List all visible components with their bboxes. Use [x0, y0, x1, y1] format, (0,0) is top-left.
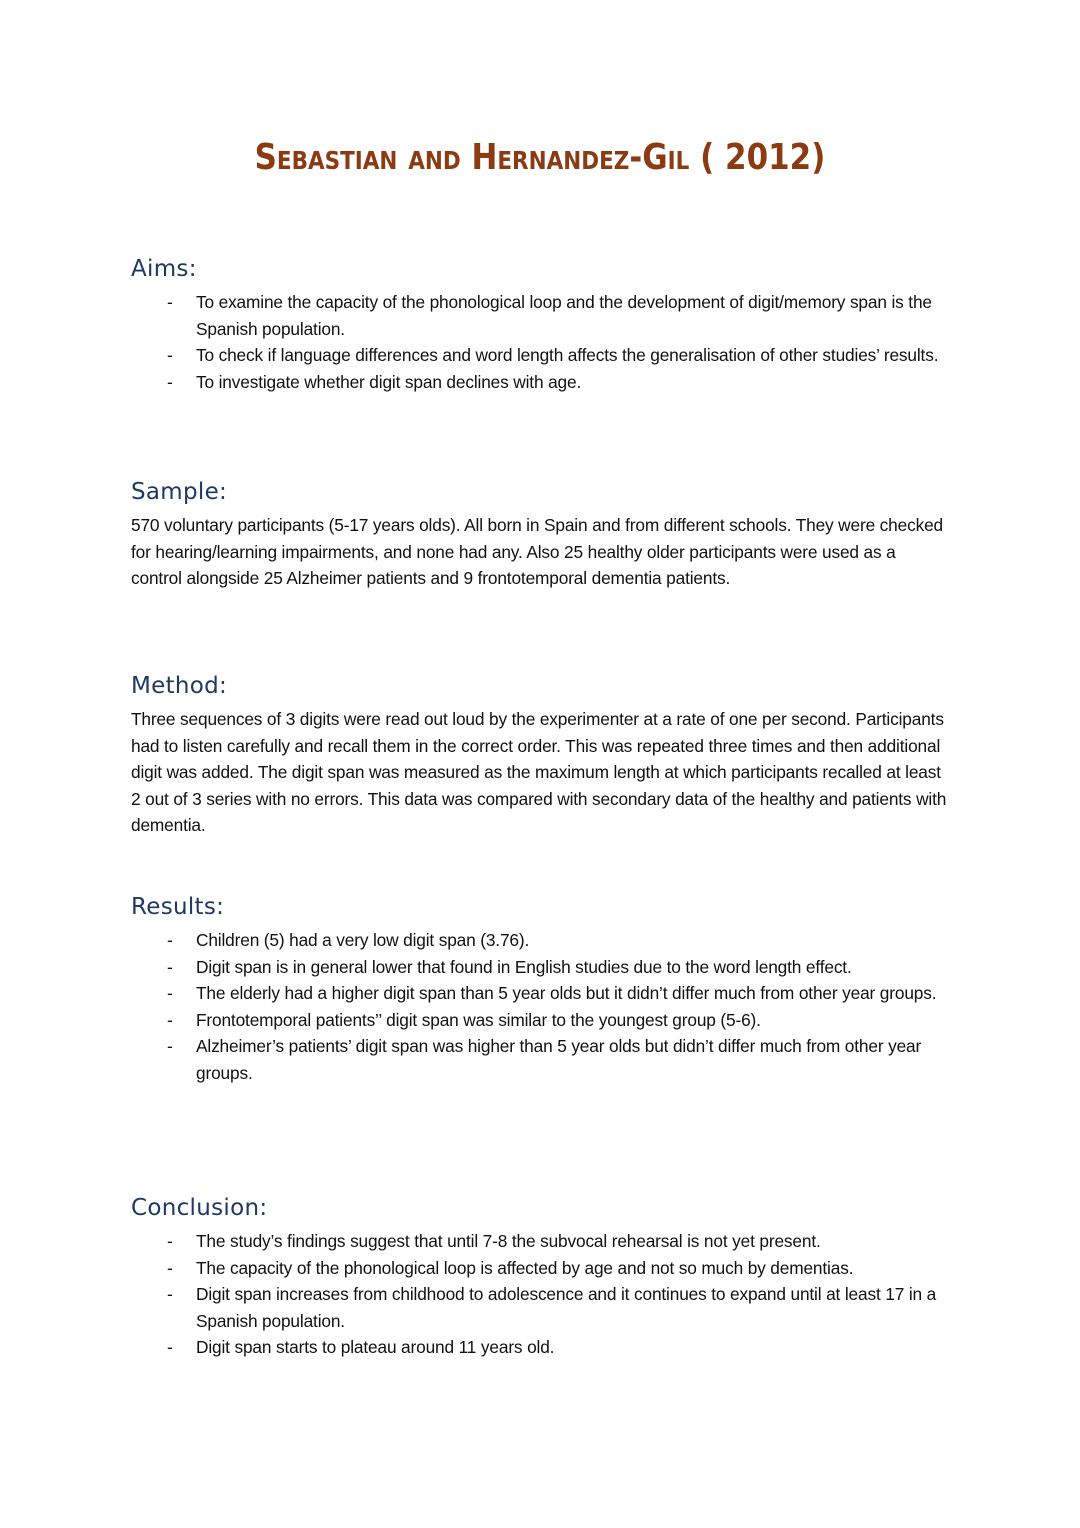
results-item [131, 954, 951, 981]
aims-item [131, 289, 951, 342]
sample-text: 570 voluntary participants (5-17 years olds). All born in Spain and from different schools. They were checked for hearing/learning impairments, and none had any. Also 25 healthy older participants were used as a control alongside 25 Alzheimer patients and 9 frontotemporal dementia patients. [131, 515, 943, 589]
dash-bullet-icon: - [167, 292, 173, 312]
aims-heading: Aims: [131, 256, 197, 282]
results-item [131, 927, 951, 954]
conclusion-item [131, 1334, 951, 1361]
dash-bullet-icon: - [167, 1284, 173, 1305]
method-section [131, 672, 951, 839]
results-section [131, 893, 951, 1087]
dash-bullet-icon: - [167, 983, 173, 1004]
conclusion-item [131, 1255, 951, 1282]
results-item-text: Alzheimer’s patients’ digit span was higher than 5 year olds but didn’t differ much from other year groups. [196, 1036, 922, 1083]
conclusion-item-text: Digit span starts to plateau around 11 years old. [196, 1337, 555, 1358]
conclusion-item-text: The capacity of the phonological loop is affected by age and not so much by dementias. [196, 1257, 854, 1278]
aims-item [131, 369, 951, 396]
results-item-text: Frontotemporal patients’’ digit span was similar to the youngest group (5-6). [196, 1009, 761, 1030]
method-text: Three sequences of 3 digits were read out loud by the experimenter at a rate of one per second. Participants had to listen carefully and recall them in the correct order. This was repeated three times and then additional digit was added. The digit span was measured as the maximum length at which participants recalled at least 2 out of 3 series with no errors. This data was compared with secondary data of the healthy and patients with dementia. [131, 709, 947, 836]
dash-bullet-icon: - [167, 1231, 173, 1251]
results-item-text: Children (5) had a very low digit span (3.76). [196, 930, 530, 950]
dash-bullet-icon: - [167, 345, 173, 366]
aims-section [131, 255, 951, 395]
conclusion-heading: Conclusion: [131, 1195, 268, 1221]
aims-item-text: To check if language differences and word length affects the generalisation of other studies’ results. [196, 345, 939, 366]
dash-bullet-icon: - [167, 1009, 173, 1030]
conclusion-item-text: Digit span increases from childhood to adolescence and it continues to expand until at least 17 in a Spanish population. [196, 1284, 937, 1331]
results-item-text: Digit span is in general lower that found in English studies due to the word length effect. [196, 956, 852, 977]
results-item [131, 1033, 951, 1086]
results-item-text: The elderly had a higher digit span than 5 year olds but it didn’t differ much from other year groups. [196, 983, 937, 1004]
sample-heading: Sample: [131, 479, 228, 505]
results-item [131, 980, 951, 1007]
dash-bullet-icon: - [167, 956, 173, 977]
conclusion-item [131, 1228, 951, 1255]
method-heading: Method: [131, 673, 228, 699]
conclusion-item [131, 1281, 951, 1334]
aims-item [131, 342, 951, 369]
conclusion-item-text: The study’s findings suggest that until 7-8 the subvocal rehearsal is not yet present. [196, 1231, 821, 1251]
dash-bullet-icon: - [167, 1036, 173, 1057]
dash-bullet-icon: - [167, 1337, 173, 1358]
conclusion-section [131, 1194, 951, 1361]
conclusion-list [131, 1228, 951, 1361]
results-list [131, 927, 951, 1087]
document-title: Sebastian and Hernandez-Gil ( 2012) [254, 137, 826, 178]
dash-bullet-icon: - [167, 1257, 173, 1278]
aims-list [131, 289, 951, 395]
aims-item-text: To investigate whether digit span declines with age. [196, 371, 582, 392]
dash-bullet-icon: - [167, 930, 173, 950]
aims-item-text: To examine the capacity of the phonological loop and the development of digit/memory span is the Spanish population. [196, 292, 932, 339]
dash-bullet-icon: - [167, 371, 173, 392]
results-heading: Results: [131, 894, 225, 920]
sample-section [131, 478, 951, 592]
results-item [131, 1007, 951, 1034]
